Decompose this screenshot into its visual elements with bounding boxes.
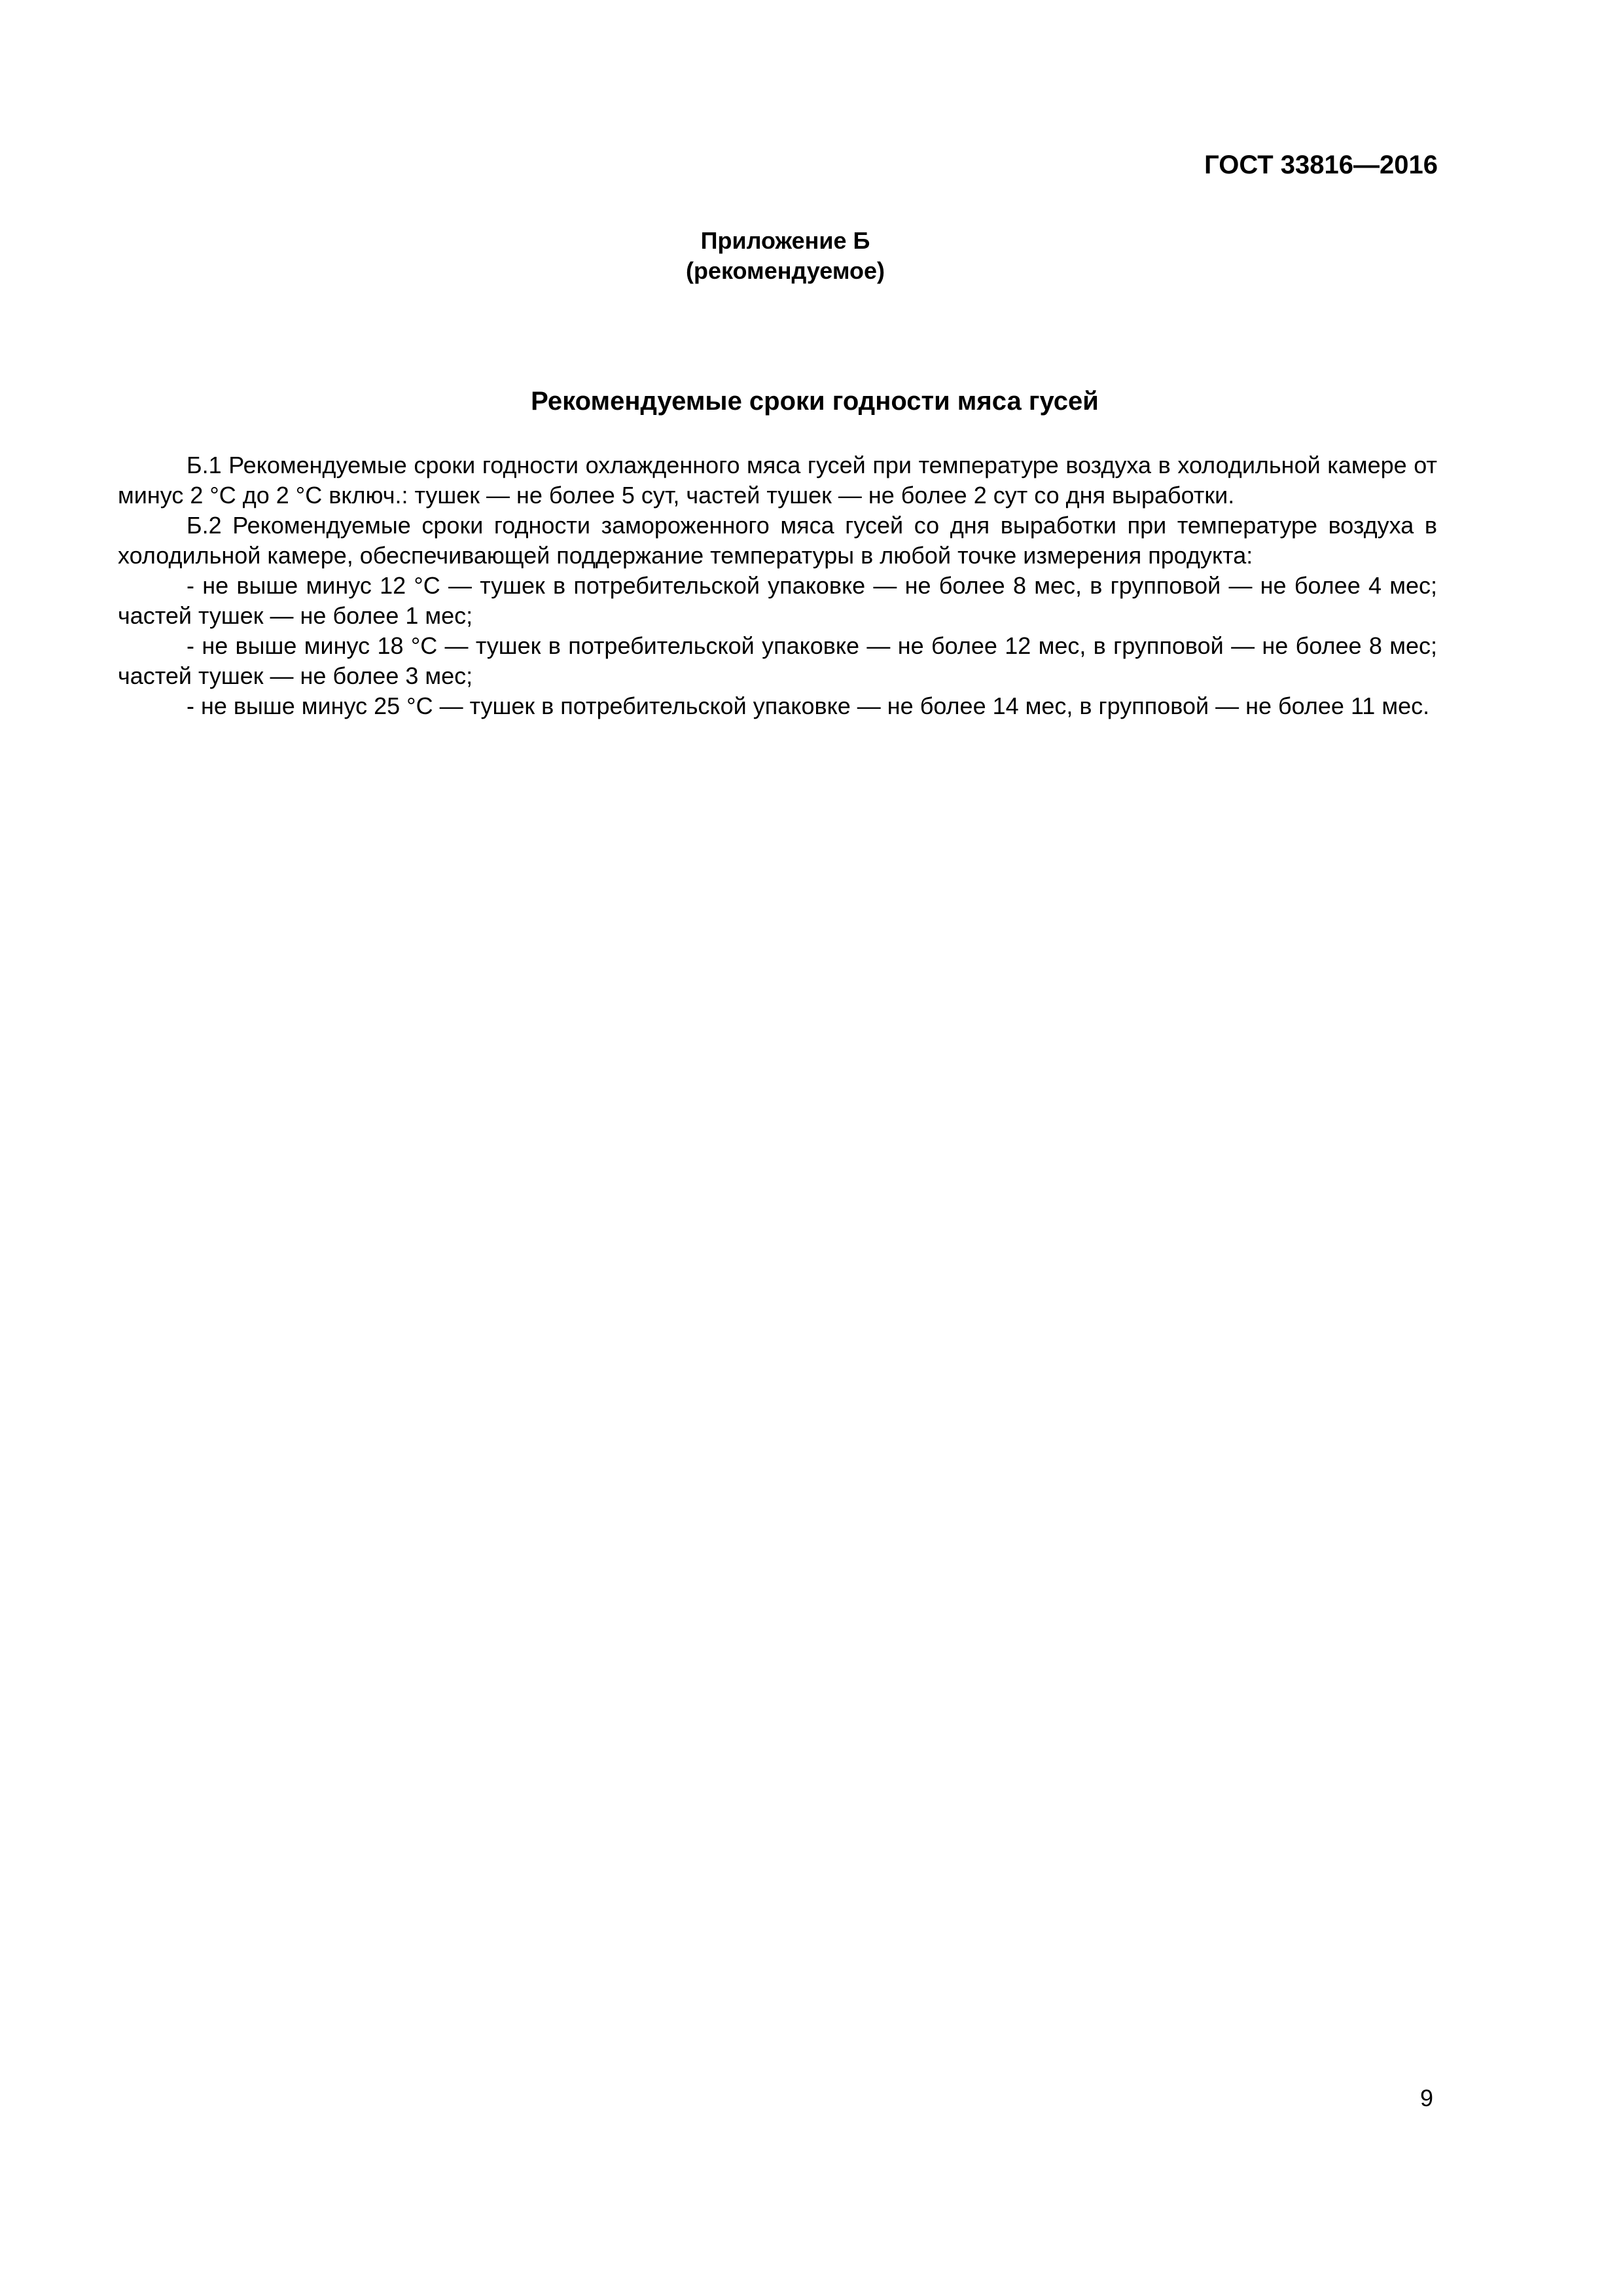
paragraph-b1: Б.1 Рекомендуемые сроки годности охлажденного мяса гусей при температуре воздуха в холодильной камере от минус 2 °С до 2 °С включ.: тушек — не более 5 сут, частей тушек — не более 2 сут со дня выработки.: [118, 452, 1437, 509]
document-code: ГОСТ 33816—2016: [1204, 151, 1438, 179]
list-item-minus-12: - не выше минус 12 °С — тушек в потребительской упаковке — не более 8 мес, в групповой — не более 4 мес; частей тушек — не более 1 мес;: [118, 572, 1437, 629]
body-text: [118, 450, 1437, 721]
section-title: Рекомендуемые сроки годности мяса гусей: [531, 387, 1099, 416]
appendix-label: Приложение Б: [700, 227, 870, 254]
list-item-minus-25: - не выше минус 25 °С — тушек в потребительской упаковке — не более 14 мес, в групповой — не более 11 мес.: [187, 692, 1430, 719]
paragraph-b2: Б.2 Рекомендуемые сроки годности замороженного мяса гусей со дня выработки при температуре воздуха в холодильной камере, обеспечивающей поддержание температуры в любой точке измерения продукта:: [118, 512, 1437, 569]
appendix-heading: [0, 226, 1571, 286]
page-number: 9: [1419, 2085, 1433, 2111]
list-item-minus-18: - не выше минус 18 °С — тушек в потребительской упаковке — не более 12 мес, в групповой — не более 8 мес; частей тушек — не более 3 мес;: [118, 632, 1437, 689]
appendix-status: (рекомендуемое): [686, 257, 885, 284]
